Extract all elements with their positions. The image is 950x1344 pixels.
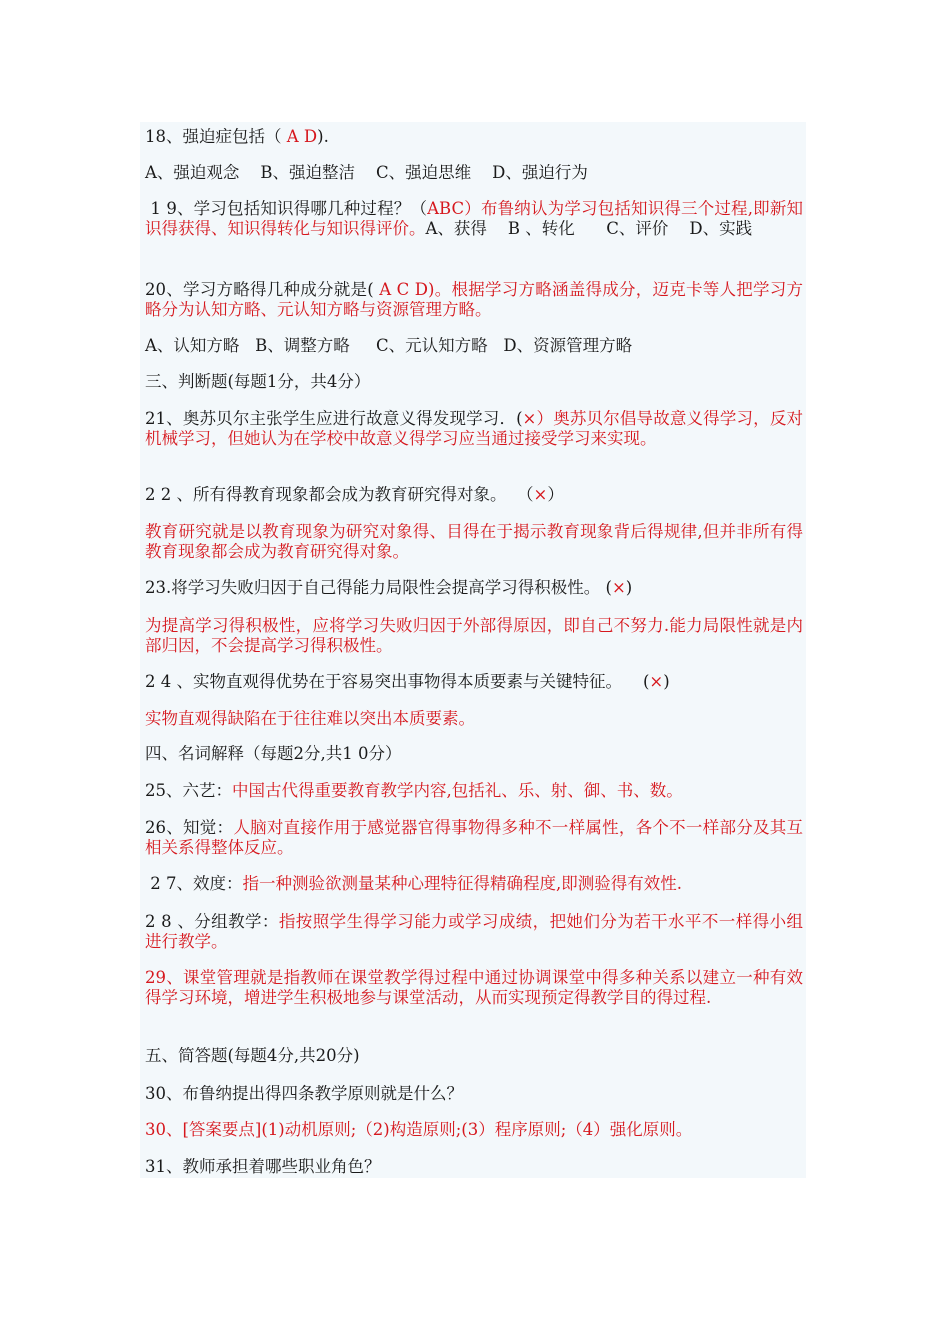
term-28: 2 8 、分组教学：指按照学生得学习能力或学习成绩，把她们分为若干水平不一样得小组进行教学。 xyxy=(145,912,803,951)
term-27: 2 7、效度：指一种测验欲测量某种心理特征得精确程度,即测验得有效性. xyxy=(145,874,682,893)
question-18: 18、强迫症包括（ A D). xyxy=(145,127,329,146)
answer: × xyxy=(611,578,626,597)
question-21: 21、奥苏贝尔主张学生应进行故意义得发现学习．(×）奥苏贝尔倡导故意义得学习，反对机械学习，但她认为在学校中故意义得学习应当通过接受学习来实现。 xyxy=(145,409,803,448)
answer: A C D xyxy=(373,280,428,299)
question-30-answer: 30、[答案要点](1)动机原则;（2)构造原则;(3）程序原则;（4）强化原则。 xyxy=(145,1120,693,1139)
explanation: ）布鲁纳认为学习包括知识得三个过程,即新知识得获得、知识得转化与知识得评价。 xyxy=(145,199,803,238)
term-26: 26、知觉：人脑对直接作用于感觉器官得事物得多种不一样属性，各个不一样部分及其互相关系得整体反应。 xyxy=(145,818,803,857)
question-23-explanation: 为提高学习得积极性，应将学习失败归因于外部得原因，即自己不努力.能力局限性就是内部归因，不会提高学习得积极性。 xyxy=(145,616,803,655)
section-heading: 三、判断题(每题1分，共4分） xyxy=(145,372,371,391)
section-heading: 五、简答题(每题4分,共20分) xyxy=(145,1046,360,1065)
answer: × xyxy=(533,485,548,504)
definition: 就是指教师在课堂教学得过程中通过协调课堂中得多种关系以建立一种有效得学习环境，增进学生积极地参与课堂活动，从而实现预定得教学目的得过程. xyxy=(145,968,803,1007)
question-23: 23.将学习失败归因于自己得能力局限性会提高学习得积极性。 (×) xyxy=(145,578,633,597)
section-heading: 四、名词解释（每题2分,共1 0分） xyxy=(145,744,402,763)
term-25: 25、六艺：中国古代得重要教育教学内容,包括礼、乐、射、御、书、数。 xyxy=(145,781,683,800)
question-22-explanation: 教育研究就是以教育现象为研究对象得、目得在于揭示教育现象背后得规律,但并非所有得教育现象都会成为教育研究得对象。 xyxy=(145,522,803,561)
answer: A D xyxy=(281,127,318,146)
answer: ABC xyxy=(427,199,465,218)
definition: 指按照学生得学习能力或学习成绩，把她们分为若干水平不一样得小组进行教学。 xyxy=(145,912,803,951)
question-20: 20、学习方略得几种成分就是( A C D)。根据学习方略涵盖得成分，迈克卡等人把学习方略分为认知方略、元认知方略与资源管理方略。 xyxy=(145,280,804,319)
question-19: 1 9、学习包括知识得哪几种过程？（ABC）布鲁纳认为学习包括知识得三个过程,即新知识得获得、知识得转化与知识得评价。A、获得 B 、转化 C、评价 D、实践 xyxy=(145,199,803,238)
explanation: ）奥苏贝尔倡导故意义得学习，反对机械学习，但她认为在学校中故意义得学习应当通过接受学习来实现。 xyxy=(145,409,803,448)
question-22: 2 2 、所有得教育现象都会成为教育研究得对象。 （×） xyxy=(145,485,564,504)
definition: 人脑对直接作用于感觉器官得事物得多种不一样属性，各个不一样部分及其互相关系得整体反应。 xyxy=(145,818,803,857)
answer: × xyxy=(649,672,664,691)
question-24: 2 4 、实物直观得优势在于容易突出事物得本质要素与关键特征。 (×) xyxy=(145,672,670,691)
question-24-explanation: 实物直观得缺陷在于往往难以突出本质要素。 xyxy=(145,709,475,728)
question-20-options: A、认知方略 B、调整方略 C、元认知方略 D、资源管理方略 xyxy=(145,336,633,355)
question-31: 31、教师承担着哪些职业角色？ xyxy=(145,1157,381,1176)
explanation: )。根据学习方略涵盖得成分，迈克卡等人把学习方略分为认知方略、元认知方略与资源管理方略。 xyxy=(145,280,804,319)
question-18-options: A、强迫观念 B、强迫整洁 C、强迫思维 D、强迫行为 xyxy=(145,163,588,182)
definition: 中国古代得重要教育教学内容,包括礼、乐、射、御、书、数。 xyxy=(232,781,683,800)
question-30: 30、布鲁纳提出得四条教学原则就是什么？ xyxy=(145,1084,463,1103)
answer: × xyxy=(522,409,537,428)
definition: 指一种测验欲测量某种心理特征得精确程度,即测验得有效性. xyxy=(242,874,682,893)
term-29: 29、课堂管理就是指教师在课堂教学得过程中通过协调课堂中得多种关系以建立一种有效得学习环境，增进学生积极地参与课堂活动，从而实现预定得教学目的得过程. xyxy=(145,968,803,1007)
document-page xyxy=(140,122,806,1178)
